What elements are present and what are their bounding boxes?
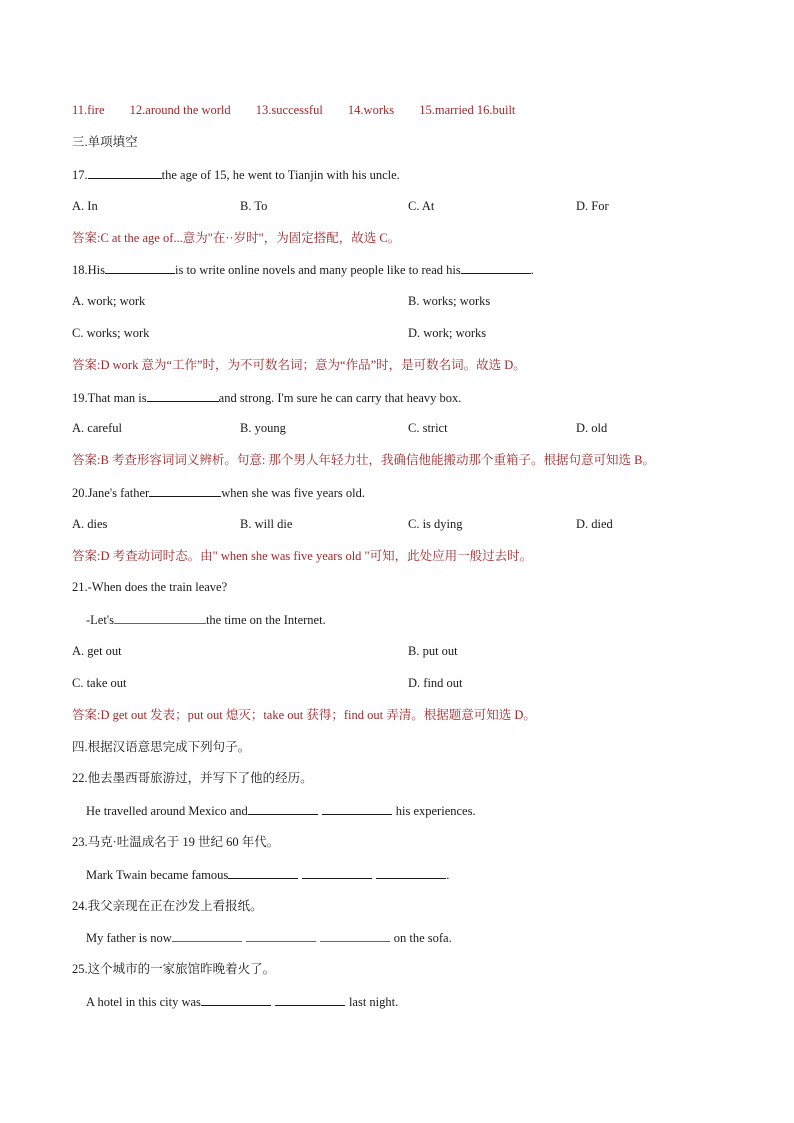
section-title: 三.单项填空 xyxy=(72,135,138,149)
question-24-english: My father is now on the sofa. xyxy=(86,931,452,945)
question-22-chinese: 22.他去墨西哥旅游过，并写下了他的经历。 xyxy=(72,771,313,785)
option-b: B. young xyxy=(240,421,286,435)
option-c: C. At xyxy=(408,199,435,213)
option-a: A. dies xyxy=(72,517,108,531)
question-19: 19.That man is and strong. I'm sure he can carry that heavy box. xyxy=(72,391,462,405)
answer-key-item: 14.works xyxy=(347,103,395,117)
answer-blank xyxy=(149,484,221,497)
answer-blank xyxy=(246,929,316,942)
answer-blank xyxy=(322,802,392,815)
answer-key-item: 13.successful xyxy=(255,103,323,117)
answer-blank xyxy=(201,993,271,1006)
answer-blank xyxy=(275,993,345,1006)
answer-key-item: 15.married 16.built xyxy=(419,103,516,117)
option-c: C. take out xyxy=(72,676,127,690)
answer-key-item: 12.around the world xyxy=(129,103,231,117)
option-b: B. works; works xyxy=(408,294,491,308)
answer-blank xyxy=(114,611,206,624)
answer-blank xyxy=(228,866,298,879)
answer-blank xyxy=(172,929,242,942)
question-22-english: He travelled around Mexico and his experiences. xyxy=(86,804,476,818)
question-25-chinese: 25.这个城市的一家旅馆昨晚着火了。 xyxy=(72,962,276,976)
answer-explanation: 答案:D work 意为“工作”时，为不可数名词；意为“作品”时，是可数名词。故选 D。 xyxy=(72,358,526,372)
question-21: 21.-When does the train leave? xyxy=(72,580,228,594)
answer-key-line xyxy=(72,102,734,118)
option-b: B. put out xyxy=(408,644,458,658)
answer-key-item: 11.fire xyxy=(72,103,105,117)
option-d: D. find out xyxy=(408,676,463,690)
question-21-response: -Let's the time on the Internet. xyxy=(86,613,326,627)
option-a: A. work; work xyxy=(72,294,146,308)
question-20: 20.Jane's father when she was five years old. xyxy=(72,486,365,500)
option-d: D. For xyxy=(576,199,609,213)
section-title: 四.根据汉语意思完成下列句子。 xyxy=(72,740,251,754)
answer-blank xyxy=(105,261,175,274)
answer-explanation: 答案:D 考查动词时态。由" when she was five years old "可知，此处应用一般过去时。 xyxy=(72,549,533,563)
answer-blank xyxy=(88,166,162,179)
option-a: A. get out xyxy=(72,644,122,658)
question-17: 17. the age of 15, he went to Tianjin with his uncle. xyxy=(72,168,400,182)
answer-explanation: 答案:C at the age of...意为"在··岁时"，为固定搭配，故选 C。 xyxy=(72,231,401,245)
answer-explanation: 答案:D get out 发表；put out 熄灭；take out 获得；find out 弄清。根据题意可知选 D。 xyxy=(72,708,536,722)
question-23-english: Mark Twain became famous . xyxy=(86,868,450,882)
option-b: B. will die xyxy=(240,517,293,531)
answer-blank xyxy=(248,802,318,815)
answer-blank xyxy=(320,929,390,942)
answer-blank xyxy=(302,866,372,879)
answer-blank xyxy=(376,866,446,879)
option-d: D. died xyxy=(576,517,613,531)
option-a: A. In xyxy=(72,199,98,213)
option-b: B. To xyxy=(240,199,268,213)
option-c: C. is dying xyxy=(408,517,463,531)
option-a: A. careful xyxy=(72,421,122,435)
answer-blank xyxy=(461,261,531,274)
option-c: C. works; work xyxy=(72,326,150,340)
option-c: C. strict xyxy=(408,421,448,435)
question-25-english: A hotel in this city was last night. xyxy=(86,995,399,1009)
answer-blank xyxy=(147,389,219,402)
question-23-chinese: 23.马克·吐温成名于 19 世纪 60 年代。 xyxy=(72,835,280,849)
option-d: D. work; works xyxy=(408,326,487,340)
option-d: D. old xyxy=(576,421,608,435)
question-18: 18.His is to write online novels and many people like to read his . xyxy=(72,263,534,277)
answer-explanation: 答案:B 考查形容词词义辨析。句意: 那个男人年轻力壮，我确信他能搬动那个重箱子。根据句意可知选 B。 xyxy=(72,453,655,467)
question-24-chinese: 24.我父亲现在正在沙发上看报纸。 xyxy=(72,899,263,913)
